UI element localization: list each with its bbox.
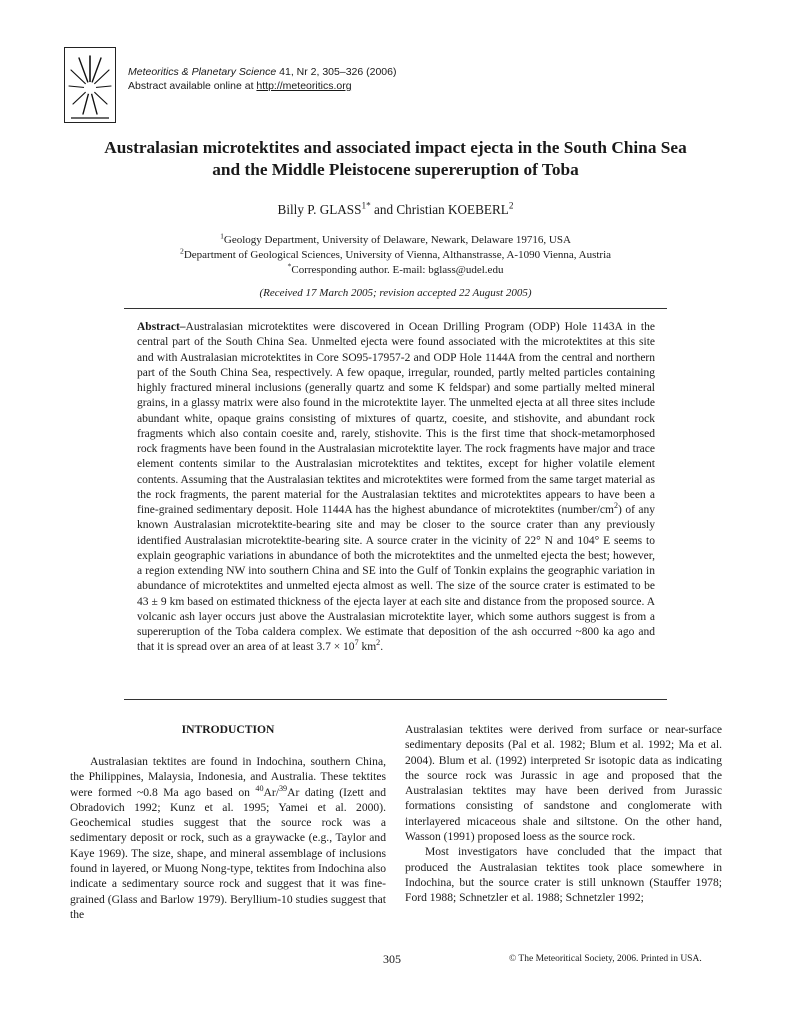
intro-p1-sup-a: 40 [255, 783, 264, 793]
author-1: Billy P. GLASS [277, 202, 362, 217]
abstract-online-label: Abstract available online at [128, 79, 257, 92]
received-dates: (Received 17 March 2005; revision accepted 22 August 2005) [259, 287, 532, 299]
author-2-sup: 2 [508, 200, 514, 211]
author-list [60, 202, 731, 218]
affiliation-2-sup: 2 [179, 246, 184, 256]
affiliation-1-sup: 1 [220, 231, 224, 241]
intro-paragraph-1 [70, 754, 386, 922]
abstract-sup-3: 2 [376, 638, 381, 648]
journal-logo-icon [64, 47, 116, 123]
abstract-sup-2: 7 [354, 638, 359, 648]
intro-p1-text-b: Ar/ [263, 785, 279, 799]
left-column [70, 754, 386, 922]
abstract-bottom-rule [124, 699, 667, 700]
abstract-text-3: km [358, 641, 377, 654]
corresponding-author [60, 260, 731, 278]
title-line-1: Australasian microtektites and associated impact ejecta in the South China Sea [104, 138, 687, 157]
journal-url-link[interactable]: http://meteoritics.org [256, 79, 352, 92]
intro-p1-text-a: Australasian tektites are found in Indochina, southern China, the Philippines, Malaysia, Indonesia, and Australia. These tektites were formed ~0.8 Ma ago based on [70, 755, 386, 799]
corresponding-text: Corresponding author. E-mail: bglass@udel.edu [291, 263, 504, 276]
journal-citation-line [128, 66, 396, 80]
abstract-top-rule [124, 308, 667, 309]
intro-paragraph-1-continued: Australasian tektites were derived from surface or near-surface sedimentary deposits (Pal et al. 1982; Blum et al. 1992; Ma et al. 2004). Blum et al. (1992) interpreted Sr isotopic data as indicating the source rock was Jurassic in age and proposed that the Australasian tektites may have been derived from Jurassic formations consisting of sandstone and conglomerate with interlayered micaceous shale and siltstone. On the other hand, Wasson (1991) proposed loess as the source rock. [405, 723, 722, 844]
intro-p1-sup-b: 39 [279, 783, 288, 793]
abstract-online-line [128, 80, 396, 94]
journal-name: Meteoritics & Planetary Science [128, 66, 277, 78]
affiliations [60, 233, 731, 277]
title-line-2: and the Middle Pleistocene supereruption of Toba [212, 160, 579, 179]
section-heading-introduction: INTRODUCTION [181, 723, 275, 736]
intro-paragraph-2: Most investigators have concluded that the impact that produced the Australasian tektites took place somewhere in Indochina, but the source crater is still unknown (Stauffer 1978; Ford 1988; Schnetzler et al. 1988; Schnetzler 1992; [405, 845, 722, 905]
affiliation-2-text: Department of Geological Sciences, University of Vienna, Althanstrasse, A-1090 Vienna, Austria [183, 248, 612, 261]
abstract-text-2: ) of any known Australasian microtektite-bearing site and may be closer to the source crater than any previously identified Australasian microtektite-bearing site. A source crater in the vicinity of 22° N and 104° E seems to explain geographic variations in abundance of both the microtektites and the unmelted ejecta the best; however, a region extending NW into southern China and SE into the Gulf of Tonkin explains the geographic variation in abundance of microtektites and unmelted ejecta almost as well. The size of the source crater is estimated to be 43 ± 9 km based on estimated thickness of the ejecta layer at each site and distance from the proposed source. A volcanic ash layer occurs just above the Australasian microtektite layer, which some authors suggest is from a supereruption of the Toba caldera complex. We estimate that deposition of the ash occurred ~800 ka ago and that it is spread over an area of at least 3.7 × 10 [137, 504, 655, 654]
author-joiner: and [370, 202, 397, 217]
corresponding-sup: * [287, 260, 292, 270]
intro-p1-text-c: Ar dating (Izett and Obradovich 1992; Kunz et al. 1995; Yamei et al. 2000). Geochemical studies suggest that the source rock was a sedimentary deposit or rock, such as a graywacke (e.g., Taylor and Kaye 1969). The size, shape, and mineral assemblage of inclusions found in layered, or Muong Nong-type, tektites from Indochina also indicate a sedimentary source rock and suggest that it was fine-grained (Glass and Barlow 1979). Beryllium-10 studies suggest that the [70, 785, 386, 921]
page-number: 305 [383, 952, 401, 966]
author-2: Christian KOEBERL [396, 202, 509, 217]
copyright-notice: © The Meteoritical Society, 2006. Printed in USA. [509, 954, 702, 964]
abstract-label: Abstract– [137, 321, 186, 333]
abstract-sup-1: 2 [613, 501, 619, 511]
affiliation-2 [60, 248, 731, 263]
affiliation-1 [60, 233, 731, 248]
journal-citation: 41, Nr 2, 305–326 (2006) [276, 66, 397, 78]
paper-title [60, 137, 731, 181]
abstract [137, 320, 655, 656]
right-column [405, 722, 722, 906]
affiliation-1-text: Geology Department, University of Delaware, Newark, Delaware 19716, USA [223, 234, 571, 246]
abstract-text-end: . [380, 641, 384, 654]
journal-header [128, 66, 396, 93]
abstract-text-1: Australasian microtektites were discovered in Ocean Drilling Program (ODP) Hole 1143A in the central part of the South China Sea. Unmelted ejecta were found associated with the microtektites at this site and with Australasian microtektites in Core SO95-17957-2 and ODP Hole 1144A from the central and northern part of the South China Sea, respectively. A few opaque, irregular, rounded, partly melted particles containing highly fractured mineral inclusions (generally quartz and some K feldspar) and some partially melted mineral grains, in a glassy matrix were also found in the microtektite layer. The unmelted ejecta at all three sites include abundant white, opaque grains consisting of mixtures of quartz, coesite, and stishovite, and abundant rock fragments which also contain coesite and, rarely, stishovite. This is the first time that shock-metamorphosed rock fragments have been found in the Australasian microtektite layer. The rock fragments have major and trace element contents similar to the Australasian microtektites and tektites, except for higher volatile element contents. Assuming that the Australasian tektites and microtektites were formed from the same target material as the rock fragments, the parent material for the Australasian tektites and microtektites appears to have been a fine-grained sedimentary deposit. Hole 1144A has the highest abundance of microtektites (number/cm [137, 321, 655, 516]
author-1-sup: 1* [361, 200, 371, 211]
